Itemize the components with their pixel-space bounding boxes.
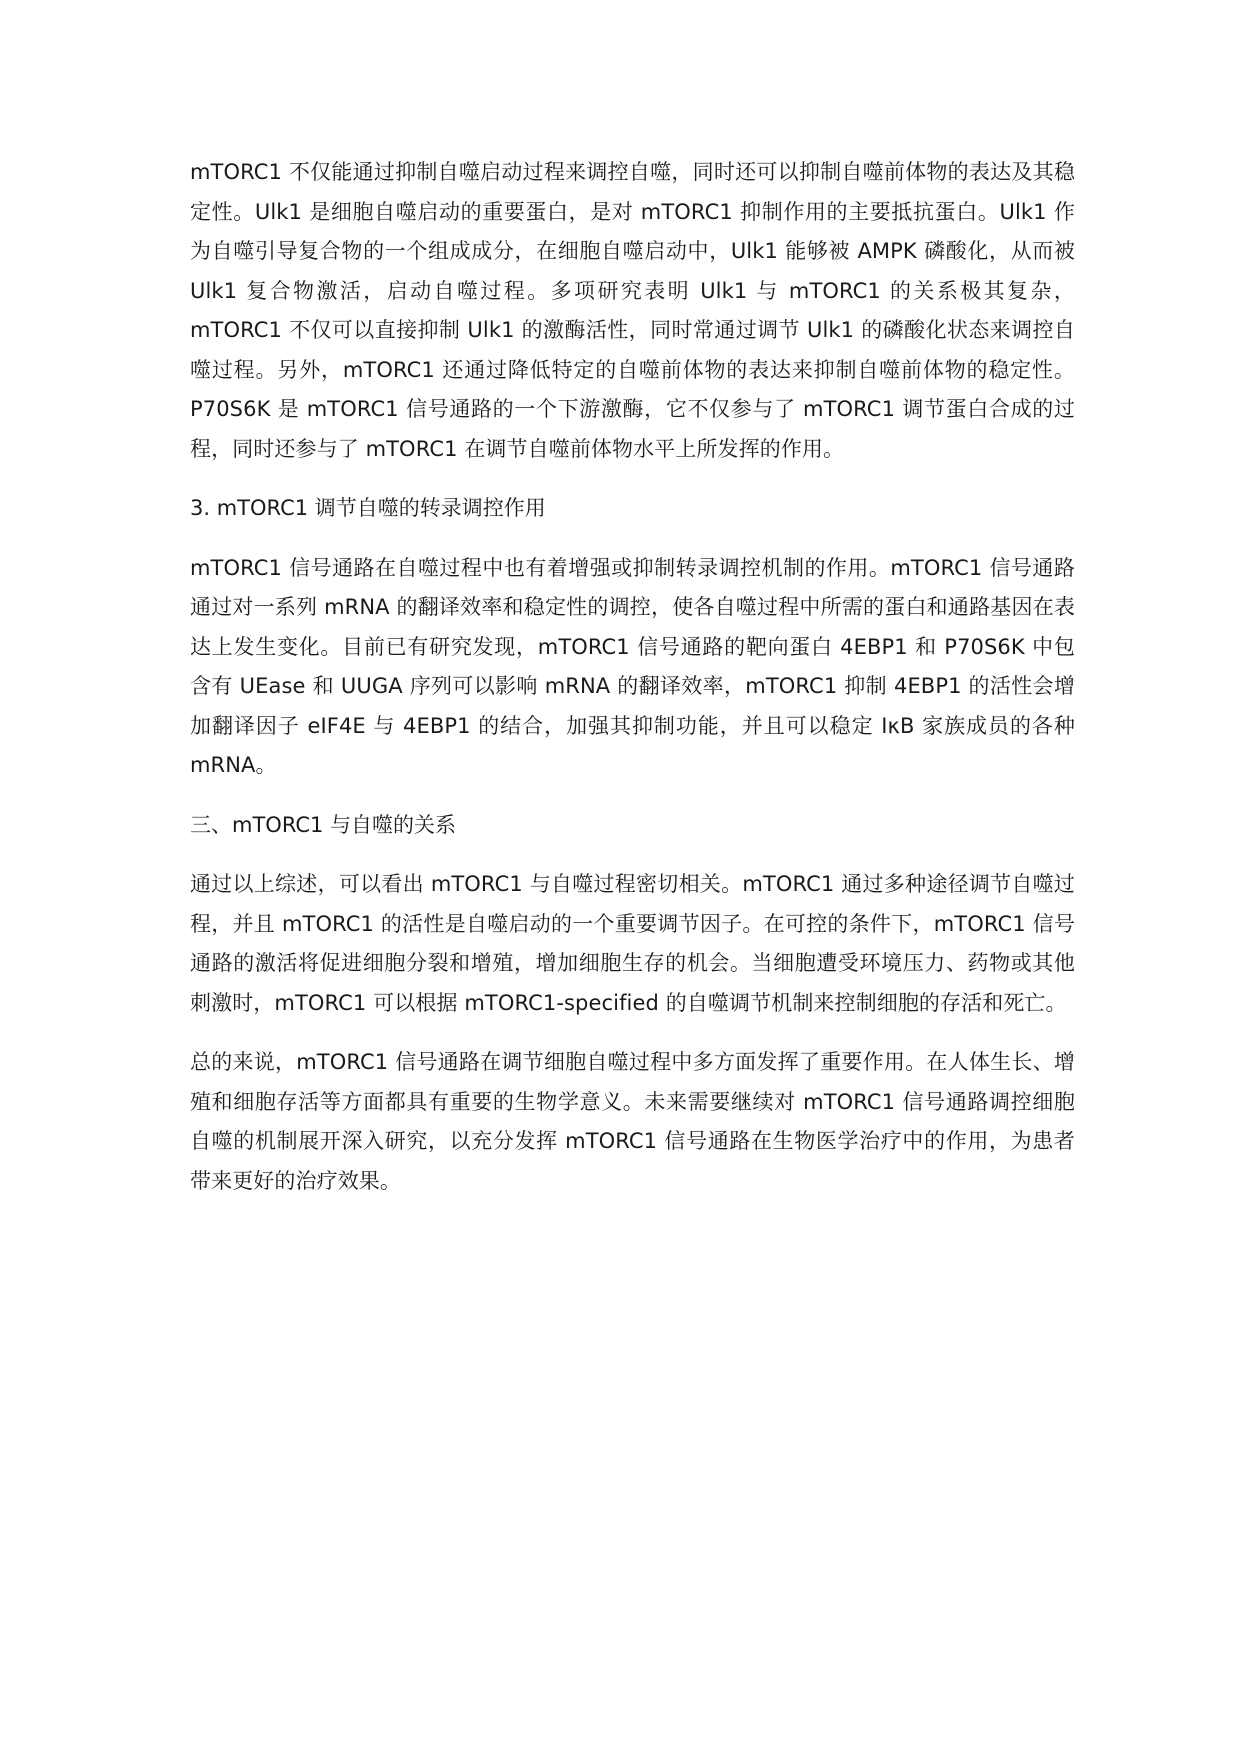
- document-body: [190, 153, 1075, 1221]
- paragraph-relationship-summary: 通过以上综述，可以看出 mTORC1 与自噬过程密切相关。mTORC1 通过多种途径调节自噬过程，并且 mTORC1 的活性是自噬启动的一个重要调节因子。在可控的条件下，mTORC1 信号通路的激活将促进细胞分裂和增殖，增加细胞生存的机会。当细胞遭受环境压力、药物或其他刺激时，mTORC1 可以根据 mTORC1-specified 的自噬调节机制来控制细胞的存活和死亡。: [190, 872, 1075, 1015]
- paragraph-ulk1-regulation: mTORC1 不仅能通过抑制自噬启动过程来调控自噬，同时还可以抑制自噬前体物的表达及其稳定性。Ulk1 是细胞自噬启动的重要蛋白，是对 mTORC1 抑制作用的主要抵抗蛋白。Ulk1 作为自噬引导复合物的一个组成成分，在细胞自噬启动中，Ulk1 能够被 AMPK 磷酸化，从而被 Ulk1 复合物激活，启动自噬过程。多项研究表明 Ulk1 与 mTORC1 的关系极其复杂，mTORC1 不仅可以直接抑制 Ulk1 的激酶活性，同时常通过调节 Ulk1 的磷酸化状态来调控自噬过程。另外，mTORC1 还通过降低特定的自噬前体物的表达来抑制自噬前体物的稳定性。P70S6K 是 mTORC1 信号通路的一个下游激酶，它不仅参与了 mTORC1 调节蛋白合成的过程，同时还参与了 mTORC1 在调节自噬前体物水平上所发挥的作用。: [190, 160, 1075, 461]
- paragraph-conclusion: 总的来说，mTORC1 信号通路在调节细胞自噬过程中多方面发挥了重要作用。在人体生长、增殖和细胞存活等方面都具有重要的生物学意义。未来需要继续对 mTORC1 信号通路调控细胞自噬的机制展开深入研究，以充分发挥 mTORC1 信号通路在生物医学治疗中的作用，为患者带来更好的治疗效果。: [190, 1050, 1075, 1193]
- paragraph-transcription-control: mTORC1 信号通路在自噬过程中也有着增强或抑制转录调控机制的作用。mTORC1 信号通路通过对一系列 mRNA 的翻译效率和稳定性的调控，使各自噬过程中所需的蛋白和通路基因在表达上发生变化。目前已有研究发现，mTORC1 信号通路的靶向蛋白 4EBP1 和 P70S6K 中包含有 UEase 和 UUGA 序列可以影响 mRNA 的翻译效率，mTORC1 抑制 4EBP1 的活性会增加翻译因子 eIF4E 与 4EBP1 的结合，加强其抑制功能，并且可以稳定 IκB 家族成员的各种 mRNA。: [190, 555, 1075, 777]
- section-heading-relationship: 三、mTORC1 与自噬的关系: [190, 812, 457, 837]
- section-heading-transcription: 3. mTORC1 调节自噬的转录调控作用: [190, 496, 546, 520]
